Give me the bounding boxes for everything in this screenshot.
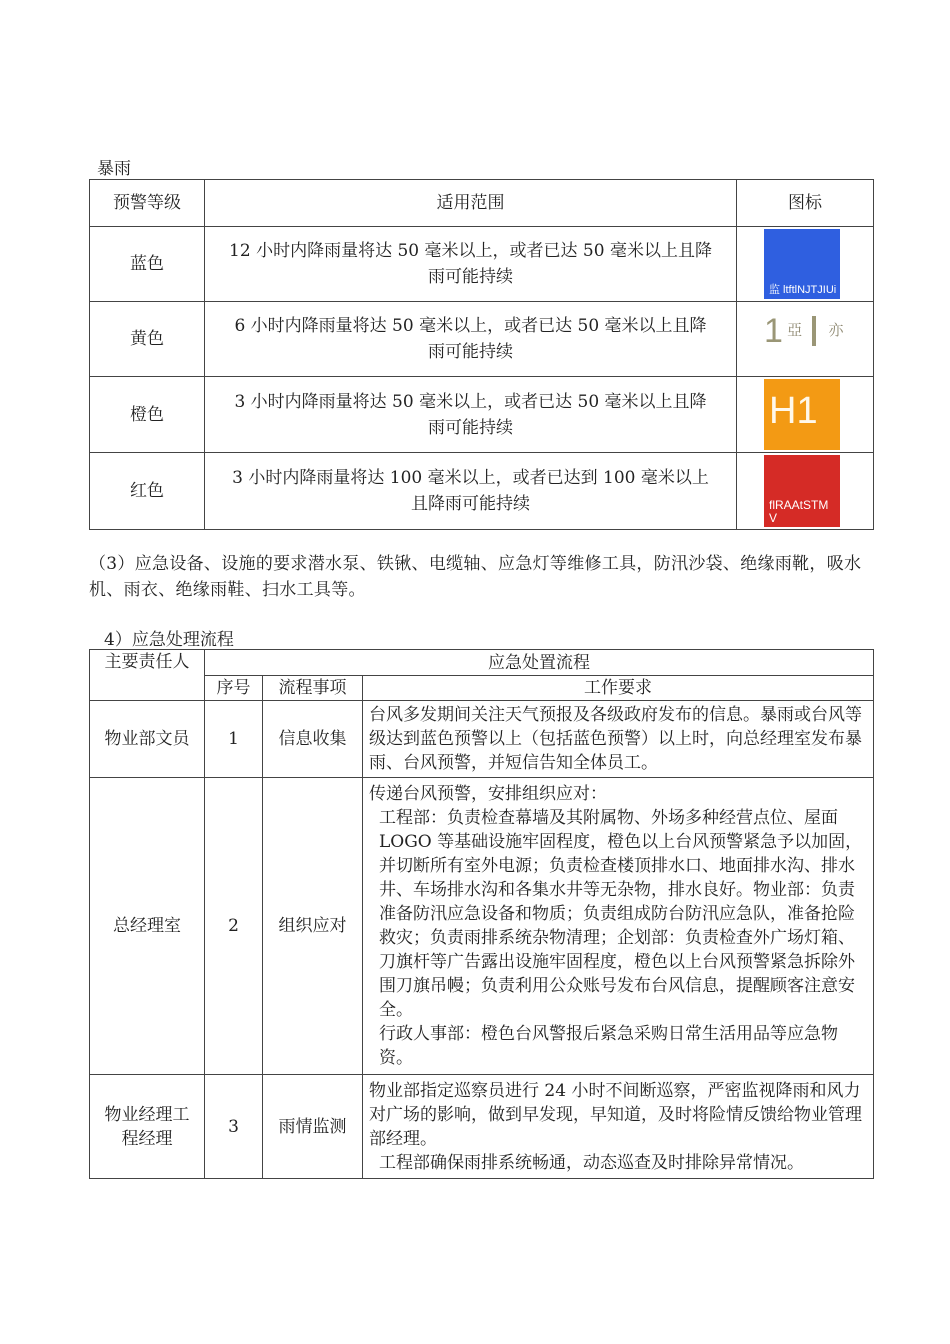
header-no: 序号 bbox=[205, 676, 263, 701]
table-header-row bbox=[90, 650, 874, 676]
header-icon: 图标 bbox=[737, 180, 874, 227]
range-line: 雨可能持续 bbox=[428, 342, 513, 362]
level-red: 红色 bbox=[90, 453, 205, 530]
red-warning-icon bbox=[764, 455, 840, 527]
header-person: 主要责任人 bbox=[90, 650, 205, 701]
sign-bar bbox=[812, 316, 816, 346]
item-cell: 信息收集 bbox=[263, 701, 363, 778]
level-orange: 橙色 bbox=[90, 377, 205, 453]
table-row bbox=[90, 227, 874, 302]
requirement-text: 工程部：负责检查幕墙及其附属物、外场多种经营点位、屋面 LOGO 等基础设施牢固程度，橙色以上台风预警紧急予以加固，并切断所有室外电源；负责检查楼顶排水口、地面排水沟、排水井、车场排水沟和各集水井等无杂物，排水良好。物业部：负责准备防汛应急设备和物质；负责组成防台防汛应急队，准备抢险救灾；负责雨排系统杂物清理；企划部：负责检查外广场灯箱、刀旗杆等广告露出设施牢固程度，橙色以上台风预警紧急拆除外围刀旗吊幔；负责利用公众账号发布台风信息，提醒顾客注意安全。 bbox=[379, 808, 863, 1020]
item-cell: 组织应对 bbox=[263, 778, 363, 1075]
sign-text: 监 ltftlNJTJIUi bbox=[769, 284, 837, 296]
sign-text: V bbox=[769, 511, 778, 525]
header-req: 工作要求 bbox=[363, 676, 874, 701]
range-line: 6 小时内降雨量将达 50 毫米以上，或者已达 50 毫米以上且降 bbox=[234, 316, 707, 336]
table-row bbox=[90, 778, 874, 1075]
sign-glyph: 亦 bbox=[828, 322, 844, 339]
yellow-warning-icon bbox=[764, 312, 854, 350]
requirement-cell bbox=[363, 701, 874, 778]
level-yellow: 黄色 bbox=[90, 302, 205, 377]
sign-glyph: 亞 bbox=[787, 322, 803, 339]
blue-warning-icon bbox=[764, 229, 840, 299]
requirement-text: 传递台风预警，安排组织应对： bbox=[369, 784, 607, 804]
orange-warning-icon bbox=[764, 379, 840, 450]
range-cell bbox=[205, 302, 737, 377]
process-title: 4）应急处理流程 bbox=[104, 630, 234, 650]
sign-glyph: 1 bbox=[764, 312, 783, 350]
range-cell bbox=[205, 453, 737, 530]
person-cell bbox=[90, 1075, 205, 1179]
range-line: 3 小时内降雨量将达 100 毫米以上，或者已达到 100 毫米以上 bbox=[232, 468, 709, 488]
table-row bbox=[90, 453, 874, 530]
no-cell: 1 bbox=[205, 701, 263, 778]
range-line: 12 小时内降雨量将达 50 毫米以上，或者已达 50 毫米以上且降 bbox=[229, 241, 712, 261]
range-line: 3 小时内降雨量将达 50 毫米以上，或者已达 50 毫米以上且降 bbox=[234, 391, 707, 412]
no-cell: 3 bbox=[205, 1075, 263, 1179]
item-cell: 雨情监测 bbox=[263, 1075, 363, 1179]
sign-text: H1 bbox=[769, 390, 818, 432]
icon-cell bbox=[737, 453, 874, 530]
table-row bbox=[90, 302, 874, 377]
icon-cell bbox=[737, 377, 874, 453]
table-row bbox=[90, 377, 874, 453]
emergency-process-table bbox=[89, 649, 874, 1179]
header-range: 适用范围 bbox=[205, 180, 737, 227]
icon-cell bbox=[737, 227, 874, 302]
requirement-text: 物业部指定巡察员进行 24 小时不间断巡察，严密监视降雨和风力对广场的影响，做到早发现，早知道，及时将险情反馈给物业管理部经理。 bbox=[369, 1080, 862, 1149]
table-row bbox=[90, 1075, 874, 1179]
table-header-row bbox=[90, 180, 874, 227]
rainstorm-warning-table bbox=[89, 179, 874, 530]
requirement-text: 台风多发期间关注天气预报及各级政府发布的信息。暴雨或台风等级达到蓝色预警以上（包括蓝色预警）以上时，向总经理室发布暴雨、台风预警，并短信告知全体员工。 bbox=[369, 705, 862, 773]
level-blue: 蓝色 bbox=[90, 227, 205, 302]
equipment-paragraph: （3）应急设备、设施的要求潜水泵、铁锹、电缆轴、应急灯等维修工具，防汛沙袋、绝缘雨靴，吸水机、雨衣、绝缘雨鞋、扫水工具等。 bbox=[89, 554, 862, 600]
range-cell bbox=[205, 227, 737, 302]
range-line: 且降雨可能持续 bbox=[411, 494, 530, 514]
person-line: 物业经理工 bbox=[104, 1104, 190, 1125]
icon-cell bbox=[737, 302, 874, 377]
range-line: 雨可能持续 bbox=[428, 267, 513, 287]
sign-text: flRAAtSTM bbox=[769, 498, 829, 512]
requirement-text: 工程部确保雨排系统畅通，动态巡查及时排除异常情况。 bbox=[379, 1152, 804, 1173]
no-cell: 2 bbox=[205, 778, 263, 1075]
sign-text-block bbox=[769, 499, 828, 525]
header-item: 流程事项 bbox=[263, 676, 363, 701]
range-cell bbox=[205, 377, 737, 453]
person-cell: 物业部文员 bbox=[90, 701, 205, 778]
person-cell: 总经理室 bbox=[90, 778, 205, 1075]
header-flow: 应急处置流程 bbox=[205, 650, 874, 676]
rainstorm-title: 暴雨 bbox=[97, 159, 131, 179]
table-header-row bbox=[90, 676, 874, 701]
requirement-cell bbox=[363, 1075, 874, 1179]
requirement-text: 行政人事部：橙色台风警报后紧急采购日常生活用品等应急物资。 bbox=[379, 1024, 838, 1068]
range-line: 雨可能持续 bbox=[428, 417, 513, 438]
person-line: 程经理 bbox=[121, 1128, 173, 1149]
header-level: 预警等级 bbox=[90, 180, 205, 227]
table-row bbox=[90, 701, 874, 778]
requirement-cell bbox=[363, 778, 874, 1075]
